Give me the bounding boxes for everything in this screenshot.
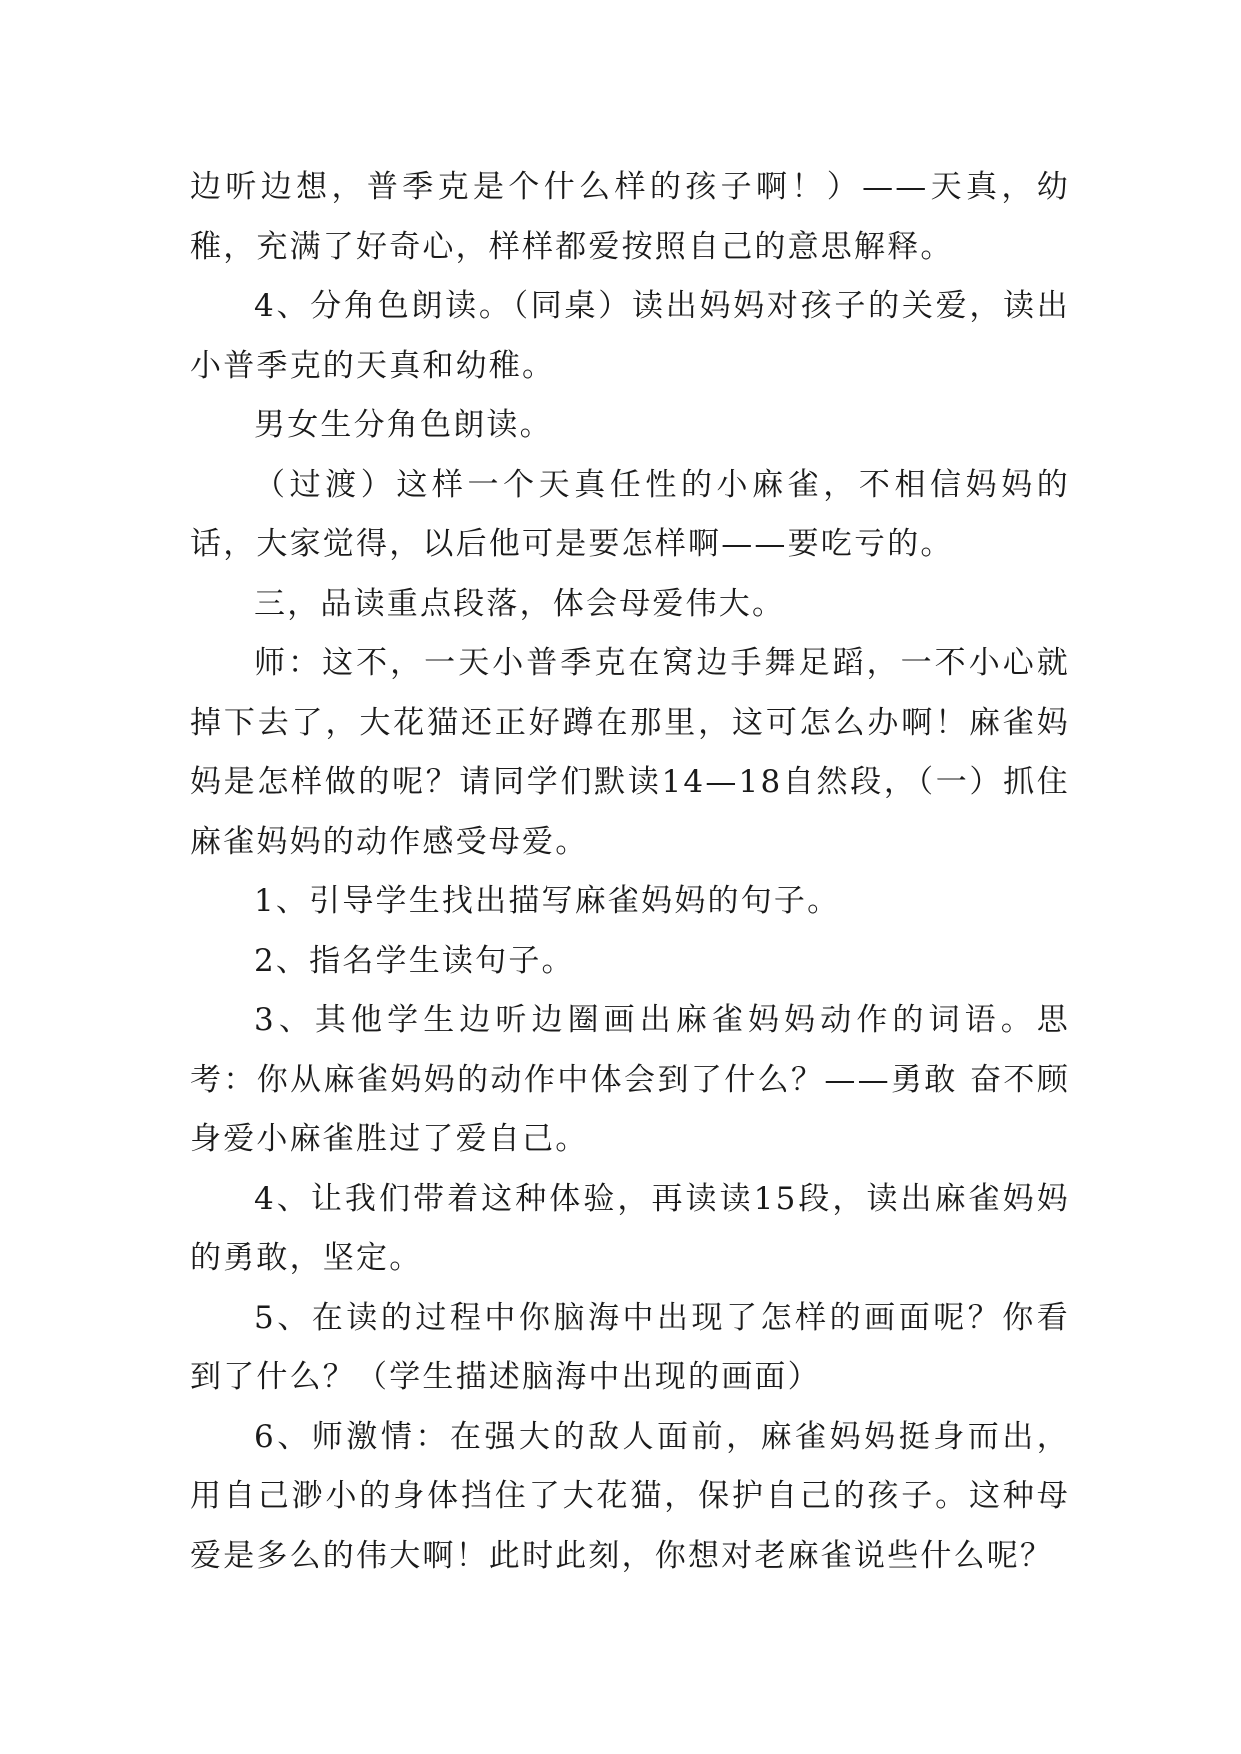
list-item-4: 4、让我们带着这种体验，再读读15段，读出麻雀妈妈的勇敢，坚定。 — [190, 1180, 1070, 1276]
list-item-1: 1、引导学生找出描写麻雀妈妈的句子。 — [254, 883, 841, 919]
section-heading: 三，品读重点段落，体会母爱伟大。 — [254, 585, 786, 622]
list-item-6: 6、师激情：在强大的敌人面前，麻雀妈妈挺身而出，用自己渺小的身体挡住了大花猫，保护自己的孩子。这种母爱是多么的伟大啊！此时此刻，你想对老麻雀说些什么呢？ — [190, 1418, 1070, 1574]
paragraph-6: 师：这不，一天小普季克在窝边手舞足蹈，一不小心就掉下去了，大花猫还正好蹲在那里，这可怎么办啊！麻雀妈妈是怎样做的呢？请同学们默读14—18自然段，（一）抓住麻雀妈妈的动作感受母爱。 — [190, 645, 1070, 860]
document-body — [190, 158, 1070, 1586]
list-item-3: 3、其他学生边听边圈画出麻雀妈妈动作的词语。思考：你从麻雀妈妈的动作中体会到了什么？——勇敢 奋不顾身爱小麻雀胜过了爱自己。 — [190, 1002, 1070, 1157]
list-item-2: 2、指名学生读句子。 — [254, 942, 575, 979]
paragraph-1: 边听边想，普季克是个什么样的孩子啊！）——天真，幼稚，充满了好奇心，样样都爱按照自己的意思解释。 — [190, 169, 1070, 265]
list-item-5: 5、在读的过程中你脑海中出现了怎样的画面呢？你看到了什么？（学生描述脑海中出现的画面） — [190, 1299, 1070, 1395]
paragraph-4: （过渡）这样一个天真任性的小麻雀，不相信妈妈的话，大家觉得，以后他可是要怎样啊——要吃亏的。 — [190, 466, 1070, 562]
paragraph-2: 4、分角色朗读。（同桌）读出妈妈对孩子的关爱，读出小普季克的天真和幼稚。 — [190, 288, 1070, 384]
paragraph-3: 男女生分角色朗读。 — [254, 407, 553, 443]
